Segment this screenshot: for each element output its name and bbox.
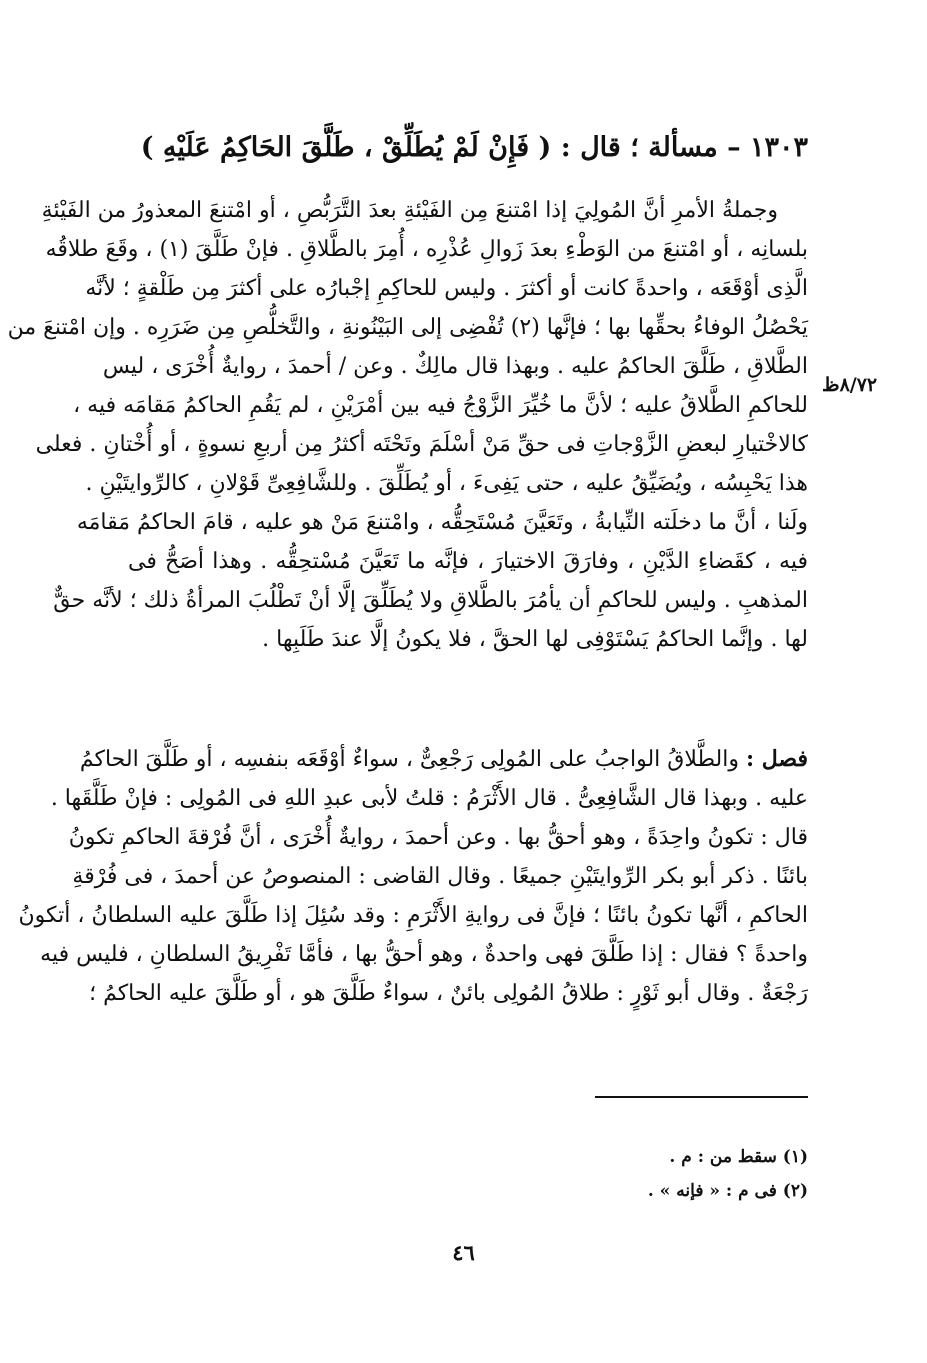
text-line: كالاخْتيارِ لبعضِ الزَّوْجاتِ فى حقِّ مَنْ أسْلَمَ وتَحْتَه أكثرُ مِن أربعِ نسوةٍ ، أو أُخْتانِ . فعلى (35, 432, 808, 457)
fasl-label: فصل : (745, 746, 808, 772)
text-line-content: والطَّلاقُ الواجبُ على المُولِى رَجْعِىٌّ ، سواءٌ أوْقَعَه بنفسِه ، أو طَلَّقَ الحاكمُ (79, 747, 739, 772)
text-line: بلسانِه ، أو امْتنعَ من الوَطْءِ بعدَ زَوالِ عُذْرِه ، أُمِرَ بالطَّلاقِ . فإنْ طَلَّقَ (١) ، وقَعَ طلاقُه (45, 237, 808, 262)
footnote-divider (595, 1096, 808, 1098)
text-line: لها . وإنَّما الحاكمُ يَسْتَوْفِى لها الحقَّ ، فلا يكونُ إلَّا عندَ طَلَبِها . (262, 627, 808, 652)
text-line: بائنًا . ذكر أبو بكر الرِّوايتَيْنِ جميعًا . وقال القاضى : المنصوصُ عن أحمدَ ، فى فُرْقةِ (72, 864, 808, 889)
text-line: الطَّلاقِ ، طَلَّقَ الحاكمُ عليه . وبهذا قال مالِكٌ . وعن / أحمدَ ، روايةٌ أُخْرَى ، ليس (102, 354, 808, 379)
text-line: واحدةً ؟ فقال : إذا طَلَّقَ فهى واحدةٌ ، وهو أحقُّ بها ، فأمَّا تَفْرِيقُ السلطانِ ، فليس فيه (40, 942, 808, 967)
text-line: رَجْعَةٌ . وقال أبو ثَوْرٍ : طلاقُ المُولِى بائنٌ ، سواءٌ طَلَّقَ هو ، أو طَلَّقَ عليه الحاكمُ ؛ (89, 981, 808, 1006)
text-line (79, 740, 808, 779)
text-line: فيه ، كقَضاءِ الدَّيْنِ ، وفارَقَ الاختيارَ ، فإنَّه ما تَعَيَّنَ مُسْتحِقُّه . وهذا أصَحُّ فى (128, 549, 808, 574)
text-line: قال : تكونُ واحِدَةً ، وهو أحقُّ بها . وعن أحمدَ ، روايةٌ أُخْرَى ، أنَّ فُرْقةَ الحاكمِ تكونُ (68, 825, 808, 850)
text-line: ولَنا ، أنَّ ما دخلَته النِّيابةُ ، وتَعَيَّنَ مُسْتَحِقُّه ، وامْتنعَ مَنْ هو عليه ، قامَ الحاكمُ مَقامَه (76, 510, 808, 535)
main-paragraph (7, 191, 808, 659)
text-line: الَّذِى أوْقَعَه ، واحدةً كانت أو أكثرَ . وليس للحاكِمِ إجْبارُه على أكثرَ مِن طَلْقةٍ ؛ لأنَّه (85, 276, 808, 301)
text-line: وجملةُ الأمرِ أنَّ المُولِيَ إذا امْتنعَ مِن الفَيْئةِ بعدَ التَّرَبُّصِ ، أو امْتنعَ المعذورُ من الفَيْئةِ (41, 198, 778, 223)
section-heading: ١٣٠٣ – مسألة ؛ قال : ( فَإِنْ لَمْ يُطَلِّقْ ، طَلَّقَ الحَاكِمُ عَلَيْهِ ) (140, 132, 808, 163)
page-number: ٤٦ (452, 1240, 475, 1265)
text-line: للحاكمِ الطَّلاقُ عليه ؛ لأنَّ ما خُيِّرَ الزَّوْجُ فيه بين أمْرَيْنِ ، لم يَقُمِ الحاكمُ مَقامَه فيه ، (73, 393, 808, 418)
footnote: (١) سقط من : م . (669, 1147, 808, 1167)
text-line: يَحْصُلُ الوفاءُ بحقِّها بها ؛ فإنَّها (٢) تُفْضِى إلى البَيْنُونةِ ، والتَّخلُّصِ مِن ضَرَرِه . وإن امْتنعَ من (7, 315, 808, 340)
margin-reference: ٨/٧٢ظ (822, 374, 878, 396)
text-line: هذا يَحْبِسُه ، ويُضَيِّقُ عليه ، حتى يَفِىءَ ، أو يُطَلِّقَ . وللشَّافِعِىِّ قَوْلانِ ، كالرِّوايتَيْنِ . (85, 471, 808, 496)
text-line: المذهبِ . وليس للحاكمِ أن يأمُرَ بالطَّلاقِ ولا يُطَلِّقَ إلَّا أنْ تَطْلُبَ المرأةُ ذلك ؛ لأنَّه حقٌّ (53, 588, 808, 613)
footnotes (560, 1140, 808, 1208)
text-line: الحاكمِ ، أنَّها تكونُ بائنًا ؛ فإنَّ فى روايةِ الأَثْرَمِ : وقد سُئِلَ إذا طَلَّقَ عليه السلطانُ ، أتكونُ (18, 903, 808, 928)
fasl-paragraph (18, 740, 808, 1013)
text-line: عليه . وبهذا قال الشَّافِعِىُّ . قال الأَثْرَمُ : قلتُ لأبى عبدِ اللهِ فى المُولِى : فإنْ طَلَّقَها . (50, 786, 808, 811)
footnote: (٢) فى م : « فإنه » . (647, 1181, 808, 1201)
